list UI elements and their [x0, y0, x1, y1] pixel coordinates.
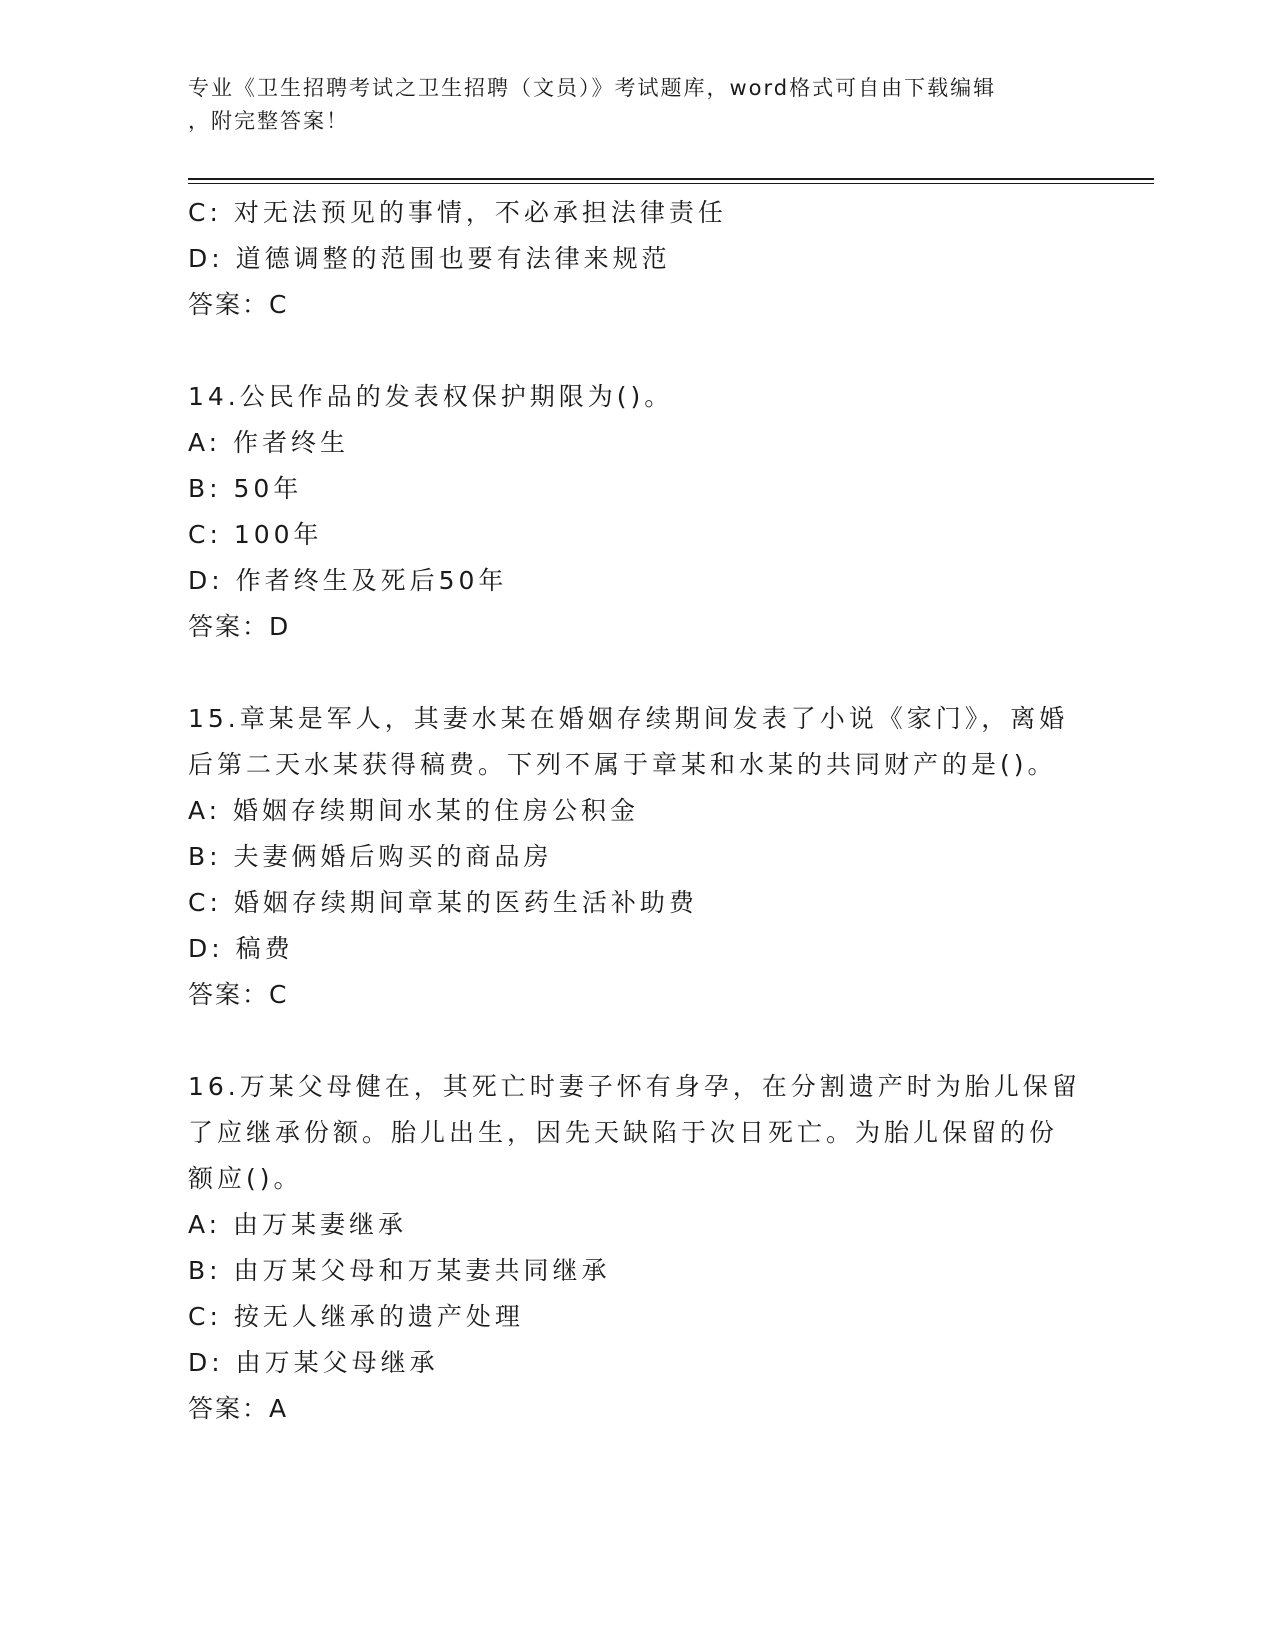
- spacer: [188, 1018, 1088, 1064]
- answer-line: 答案：C: [188, 980, 289, 1009]
- answer-line: 答案：A: [188, 1394, 289, 1423]
- option-b: B: 由万某父母和万某妻共同继承: [188, 1256, 611, 1285]
- question-stem: 14.公民作品的发表权保护期限为()。: [188, 382, 674, 411]
- header-divider-thin: [188, 183, 1154, 184]
- option-c: C: 100年: [188, 520, 323, 549]
- option-c: C: 对无法预见的事情，不必承担法律责任: [188, 198, 727, 227]
- spacer: [188, 328, 1088, 374]
- question-stem-line-1: 16.万某父母健在，其死亡时妻子怀有身孕，在分割遗产时为胎儿保留: [188, 1072, 1081, 1101]
- spacer: [188, 650, 1088, 696]
- question-stem-line-2: 了应继承份额。胎儿出生，因先天缺陷于次日死亡。为胎儿保留的份: [188, 1118, 1059, 1147]
- option-a: A: 由万某妻继承: [188, 1210, 408, 1239]
- question-16: [188, 1064, 1088, 1432]
- answer-line: 答案：C: [188, 290, 289, 319]
- option-b: B: 夫妻俩婚后购买的商品房: [188, 842, 553, 871]
- option-d: D: 稿费: [188, 934, 294, 963]
- question-15: [188, 696, 1088, 1018]
- option-d: D: 道德调整的范围也要有法律来规范: [188, 244, 671, 273]
- question-13-continued: [188, 190, 1088, 328]
- option-a: A: 作者终生: [188, 428, 350, 457]
- header-divider-thick: [188, 178, 1154, 180]
- question-14: [188, 374, 1088, 650]
- question-stem-line-3: 额应()。: [188, 1164, 303, 1193]
- question-list: [188, 190, 1088, 1432]
- option-b: B: 50年: [188, 474, 303, 503]
- document-header: [188, 72, 1068, 138]
- option-c: C: 按无人继承的遗产处理: [188, 1302, 524, 1331]
- option-c: C: 婚姻存续期间章某的医药生活补助费: [188, 888, 698, 917]
- question-stem-line-2: 后第二天水某获得稿费。下列不属于章某和水某的共同财产的是()。: [188, 750, 1057, 779]
- header-line-1: 专业《卫生招聘考试之卫生招聘（文员）》考试题库，word格式可自由下载编辑: [188, 76, 997, 100]
- option-d: D: 由万某父母继承: [188, 1348, 439, 1377]
- question-stem-line-1: 15.章某是军人，其妻水某在婚姻存续期间发表了小说《家门》，离婚: [188, 704, 1069, 733]
- option-a: A: 婚姻存续期间水某的住房公积金: [188, 796, 640, 825]
- option-d: D: 作者终生及死后50年: [188, 566, 508, 595]
- answer-line: 答案：D: [188, 612, 291, 641]
- header-line-2: ，附完整答案！: [188, 109, 349, 133]
